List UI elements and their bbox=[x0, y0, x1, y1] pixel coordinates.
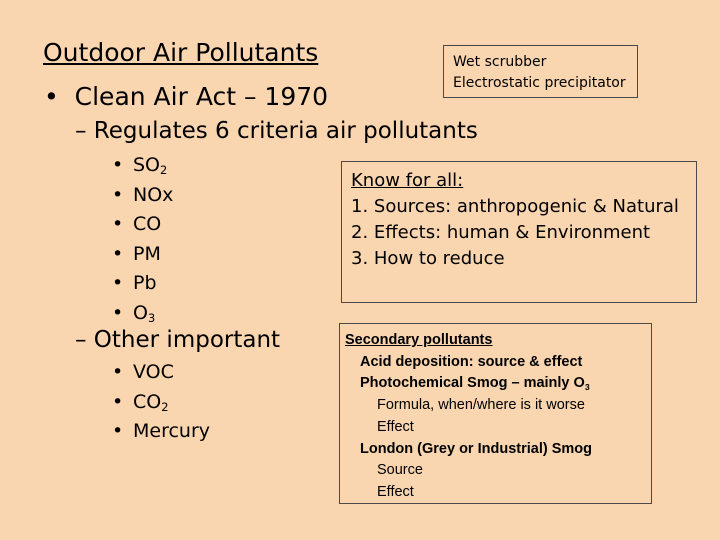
list-item: • $O_3$ bbox=[112, 299, 173, 329]
source-text: Source bbox=[377, 462, 423, 479]
know-for-all-box bbox=[341, 161, 697, 303]
electrostatic-precipitator-text: Electrostatic precipitator bbox=[453, 75, 626, 91]
list-item: • VOC bbox=[112, 358, 210, 388]
formula-text: Formula, when/where is it worse bbox=[377, 397, 585, 414]
control-devices-box bbox=[443, 45, 638, 98]
list-item: • $SO_2$ bbox=[112, 151, 173, 181]
photochemical-smog-text: Photochemical Smog – mainly $O_3$ bbox=[360, 375, 590, 393]
know-item-reduce: 3. How to reduce bbox=[351, 248, 505, 269]
list-item: • Pb bbox=[112, 269, 173, 299]
list-item: • NOx bbox=[112, 181, 173, 211]
list-item: • $CO_2$ bbox=[112, 388, 210, 418]
clean-air-act-text: Clean Air Act – 1970 bbox=[74, 82, 329, 111]
slide-title: Outdoor Air Pollutants bbox=[43, 38, 319, 67]
list-item: • CO bbox=[112, 210, 173, 240]
secondary-pollutants-heading: Secondary pollutants bbox=[345, 332, 493, 348]
list-item: • Mercury bbox=[112, 417, 210, 447]
other-pollutant-list bbox=[112, 358, 210, 447]
criteria-pollutant-list bbox=[112, 151, 173, 328]
effect-text: Effect bbox=[377, 418, 414, 435]
effect-text-2: Effect bbox=[377, 483, 414, 500]
bullet-icon: • bbox=[44, 82, 59, 111]
secondary-pollutants-box bbox=[339, 323, 652, 504]
know-for-all-heading: Know for all: bbox=[351, 170, 464, 191]
regulates-subheading: – Regulates 6 criteria air pollutants bbox=[75, 118, 478, 144]
know-item-effects: 2. Effects: human & Environment bbox=[351, 222, 651, 243]
know-item-sources: 1. Sources: anthropogenic & Natural bbox=[351, 196, 679, 217]
list-item: • PM bbox=[112, 240, 173, 270]
acid-deposition-text: Acid deposition: source & effect bbox=[360, 353, 583, 370]
clean-air-act-bullet bbox=[44, 82, 328, 111]
other-important-subheading: – Other important bbox=[75, 327, 281, 353]
wet-scrubber-text: Wet scrubber bbox=[453, 54, 547, 70]
london-smog-text: London (Grey or Industrial) Smog bbox=[360, 440, 592, 457]
